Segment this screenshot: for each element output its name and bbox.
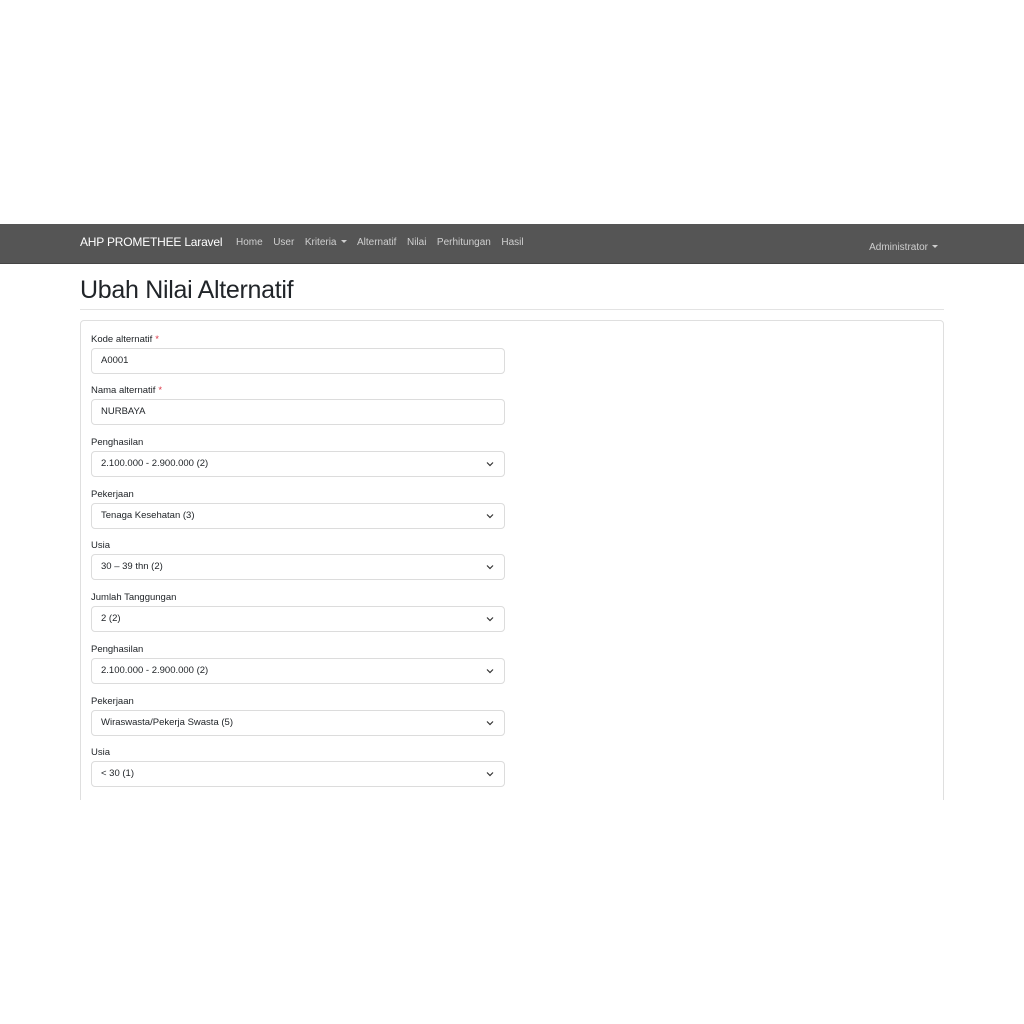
field-pekerjaan-2	[91, 696, 505, 736]
chevron-down-icon	[486, 770, 494, 778]
user-menu-label: Administrator	[869, 242, 928, 253]
field-kode-alternatif	[91, 334, 505, 374]
title-divider	[80, 309, 944, 310]
required-marker: *	[155, 334, 159, 345]
app-screenshot	[0, 224, 1024, 800]
user-menu-dropdown[interactable]	[869, 237, 938, 255]
field-penghasilan-2	[91, 644, 505, 684]
pekerjaan-select-2[interactable]	[91, 710, 505, 736]
nav-link-alternatif[interactable]: Alternatif	[357, 237, 397, 248]
select-value: 2.100.000 - 2.900.000 (2)	[101, 665, 209, 676]
page-title: Ubah Nilai Alternatif	[80, 276, 294, 304]
nav-links	[236, 237, 534, 248]
chevron-down-icon	[486, 563, 494, 571]
chevron-down-icon	[486, 460, 494, 468]
field-label: Nama alternatif *	[91, 385, 163, 396]
select-value: 2 (2)	[101, 613, 121, 624]
nav-link-kriteria-label: Kriteria	[304, 237, 337, 248]
nav-link-nilai[interactable]: Nilai	[406, 237, 427, 248]
usia-select[interactable]	[91, 554, 505, 580]
nama-alternatif-input[interactable]: NURBAYA	[91, 399, 505, 425]
penghasilan-select[interactable]	[91, 451, 505, 477]
chevron-down-icon	[486, 719, 494, 727]
select-value: 2.100.000 - 2.900.000 (2)	[101, 458, 209, 469]
field-pekerjaan	[91, 489, 505, 529]
chevron-down-icon	[486, 512, 494, 520]
top-navbar	[0, 224, 1024, 264]
field-label: Kode alternatif *	[91, 334, 159, 345]
field-label: Jumlah Tanggungan	[91, 592, 177, 603]
form-card	[80, 320, 944, 800]
nav-link-user[interactable]: User	[273, 237, 295, 248]
field-usia	[91, 540, 505, 580]
field-label: Usia	[91, 540, 111, 551]
penghasilan-select-2[interactable]	[91, 658, 505, 684]
select-value: 30 – 39 thn (2)	[101, 561, 163, 572]
pekerjaan-select[interactable]	[91, 503, 505, 529]
field-penghasilan	[91, 437, 505, 477]
nav-link-hasil[interactable]: Hasil	[501, 237, 524, 248]
nav-link-home[interactable]: Home	[236, 237, 263, 248]
usia-select-2[interactable]	[91, 761, 505, 787]
field-label: Pekerjaan	[91, 489, 134, 500]
chevron-down-icon	[486, 615, 494, 623]
field-label: Usia	[91, 747, 111, 758]
caret-down-icon	[341, 240, 347, 243]
field-jumlah-tanggungan	[91, 592, 505, 632]
nav-link-kriteria-dropdown[interactable]	[305, 237, 347, 248]
caret-down-icon	[932, 245, 938, 248]
select-value: Tenaga Kesehatan (3)	[101, 510, 195, 521]
kode-alternatif-input[interactable]: A0001	[91, 348, 505, 374]
field-label: Penghasilan	[91, 437, 144, 448]
field-label: Pekerjaan	[91, 696, 134, 707]
chevron-down-icon	[486, 667, 494, 675]
required-marker: *	[158, 385, 163, 396]
select-value: < 30 (1)	[101, 768, 135, 779]
navbar-brand[interactable]: AHP PROMETHEE Laravel	[80, 235, 223, 249]
nav-link-perhitungan[interactable]: Perhitungan	[436, 237, 491, 248]
field-usia-2	[91, 747, 505, 787]
jumlah-tanggungan-select[interactable]	[91, 606, 505, 632]
field-nama-alternatif	[91, 385, 505, 425]
field-label: Penghasilan	[91, 644, 144, 655]
select-value: Wiraswasta/Pekerja Swasta (5)	[101, 717, 233, 728]
